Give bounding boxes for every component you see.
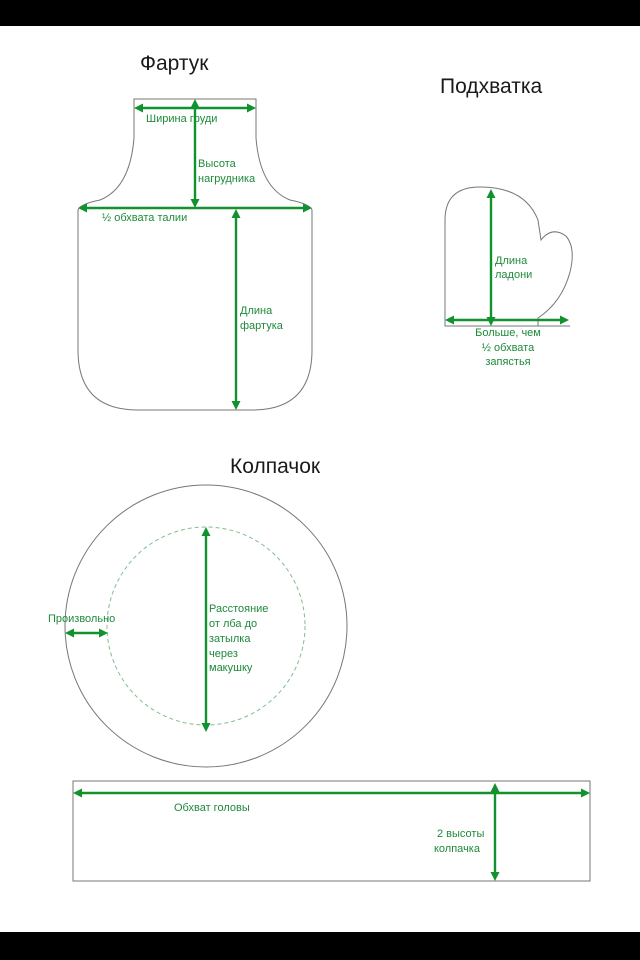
distance-label-5: макушку [209,662,253,674]
cap-height-label-1: 2 высоты [437,828,485,840]
half-waist-label: ½ обхвата талии [102,212,188,224]
palm-length-label-1: Длина [495,255,528,267]
chest-width-label: Ширина груди [146,113,218,125]
headband-rectangle [73,781,590,881]
apron-length-label-2: фартука [240,320,283,332]
bib-height-label-2: нагрудника [198,173,256,185]
apron-length-label-1: Длина [240,305,273,317]
distance-label-1: Расстояние [209,603,269,615]
cap-height-label-2: колпачка [434,843,480,855]
distance-label-2: от лба до [209,618,258,630]
bib-height-label-1: Высота [198,158,236,170]
head-girth-label: Обхват головы [174,802,250,814]
mitt-title: Подхватка [440,75,543,98]
wrist-label-1: Больше, чем [475,327,541,339]
apron-title: Фартук [140,52,209,75]
cap-title: Колпачок [230,455,321,478]
arbitrary-label: Произвольно [48,613,116,625]
distance-label-4: через [209,648,238,660]
wrist-label-2: ½ обхвата [481,342,535,354]
wrist-label-3: запястья [485,356,531,368]
distance-label-3: затылка [209,633,251,645]
palm-length-label-2: ладони [495,269,533,281]
